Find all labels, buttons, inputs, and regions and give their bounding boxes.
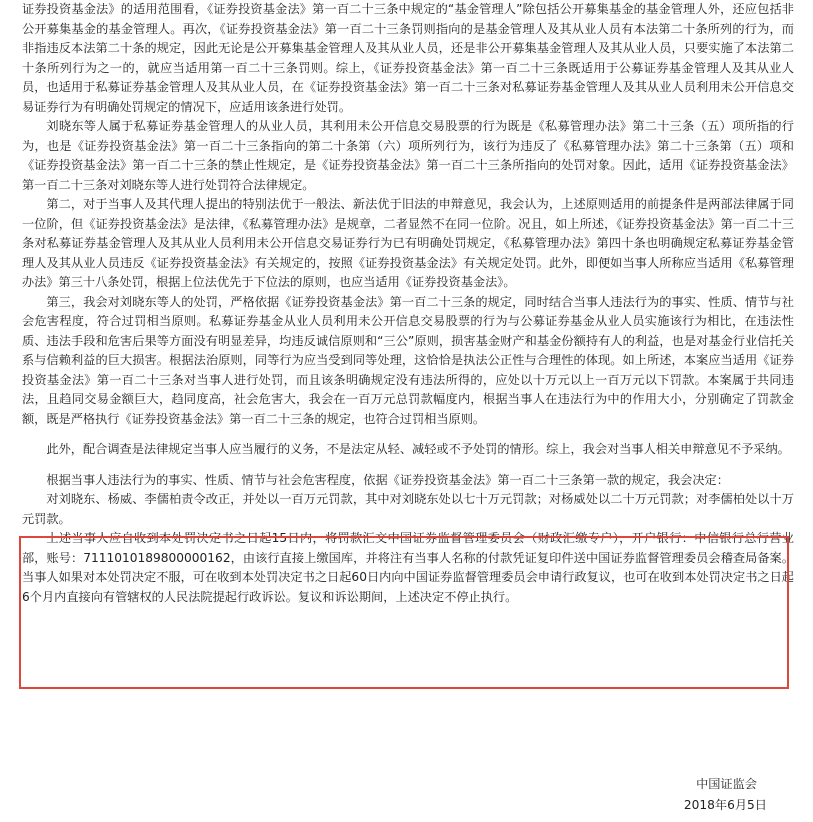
signature-date: 2018年6月5日 bbox=[683, 798, 767, 812]
paragraph-third-point: 第三，我会对刘晓东等人的处罚，严格依据《证券投资基金法》第一百二十三条的规定，同时结合当事人违法行为的事实、性质、情节与社会危害程度，符合过罚相当原则。私募证券基金从业人员利用未公开信息交易股票的行为与公募证券基金从业人员实施该行为相比，在违法性质、违法手段和危害后果等方面没有明显差异，均违反诚信原则和“三公”原则，损害基金财产和基金份额持有人的利益，也是对基金行业信托关系与信赖利益的巨大损害。根据法治原则，同等行为应当受到同等处理，这恰恰是执法公正性与合理性的体现。如上所述，本案应当适用《证券投资基金法》第一百二十三条对当事人进行处罚，而且该条明确规定没有违法所得的，应处以十万元以上一百万元以下罚款。本案属于共同违法，且趋同交易金额巨大，趋同度高，社会危害大，我会在一百万元总罚款幅度内，根据当事人在违法行为中的作用大小，分别确定了罚款金额，既是严格执行《证券投资基金法》第一百二十三条的规定，也符合过罚相当原则。 bbox=[22, 294, 794, 426]
paragraph-payment-instructions: 上述当事人应自收到本处罚决定书之日起15日内，将罚款汇交中国证券监督管理委员会（财政汇缴专户），开户银行：中信银行总行营业部，账号：7111010189800000162，由该行直接上缴国库，并将注有当事人名称的付款凭证复印件送中国证券监督管理委员会稽查局备案。当事人如果对本处罚决定不服，可在收到本处罚决定书之日起60日内向中国证券监督管理委员会申请行政复议，也可在收到本处罚决定书之日起6个月内直接向有管辖权的人民法院提起行政诉讼。复议和诉讼期间，上述决定不停止执行。 bbox=[22, 531, 794, 604]
paragraph-penalty: 对刘晓东、杨威、李儒柏责令改正，并处以一百万元罚款，其中对刘晓东处以七十万元罚款；对杨威处以二十万元罚款；对李儒柏处以十万元罚款。 bbox=[22, 492, 794, 526]
paragraph-cooperation: 此外，配合调查是法律规定当事人应当履行的义务，不是法定从轻、减轻或不予处罚的情形。综上，我会对当事人相关申辩意见不予采纳。 bbox=[46, 442, 790, 456]
paragraph-second-point: 第二，对于当事人及其代理人提出的特别法优于一般法、新法优于旧法的申辩意见，我会认为，上述原则适用的前提条件是两部法律属于同一位阶，但《证券投资基金法》是法律，《私募管理办法》是规章，二者显然不在同一位阶。况且，如上所述，《证券投资基金法》第一百二十三条对私募证券基金管理人及其从业人员利用未公开信息交易证券行为已有明确处罚规定，《私募管理办法》第四十条也明确规定私募证券基金管理人及其从业人员违反《证券投资基金法》有关规定的，按照《证券投资基金法》有关规定处罚。此外，即便如当事人所称应当适用《私募管理办法》第三十八条处罚，根据上位法优先于下位法的原则，也应当适用《证券投资基金法》。 bbox=[22, 197, 794, 289]
paragraph-liu-xiaodong: 刘晓东等人属于私募证券基金管理人的从业人员，其利用未公开信息交易股票的行为既是《私募管理办法》第二十三条（五）项所指的行为，也是《证券投资基金法》第一百二十三条指向的第二十条第（六）项所列行为，该行为违反了《私募管理办法》第二十三条第（五）项和《证券投资基金法》第一百二十三条的禁止性规定，是《证券投资基金法》第一百二十三条所指向的处罚对象。因此，适用《证券投资基金法》第一百二十三条对刘晓东等人进行处罚符合法律规定。 bbox=[22, 119, 794, 192]
paragraph-decision-basis: 根据当事人违法行为的事实、性质、情节与社会危害程度，依据《证券投资基金法》第一百二十三条第一款的规定，我会决定： bbox=[46, 472, 729, 487]
document-body bbox=[22, 0, 794, 607]
signature-organization: 中国证监会 bbox=[696, 777, 757, 791]
paragraph-applicability: 证券投资基金法》的适用范围看，《证券投资基金法》第一百二十三条中规定的“基金管理人”除包括公开募集基金的基金管理人外，还应包括非公开募集基金的基金管理人。再次，《证券投资基金法》第一百二十三条罚则指向的是基金管理人及其从业人员有本法第二十条所列的行为，而非指违反本法第二十条的规定，因此无论是公开募集基金管理人及其从业人员，还是非公开募集基金管理人及其从业人员，只要实施了本法第二十条所列行为之一的，就应当适用第一百二十三条罚则。综上，《证券投资基金法》第一百二十三条既适用于公募证券基金管理人及其从业人员，也适用于私募证券基金管理人及其从业人员，在《证券投资基金法》第一百二十三条对私募证券基金管理人及其从业人员利用未公开信息交易证券行为有明确处罚规定的情况下，应适用该条进行处罚。 bbox=[22, 2, 794, 114]
